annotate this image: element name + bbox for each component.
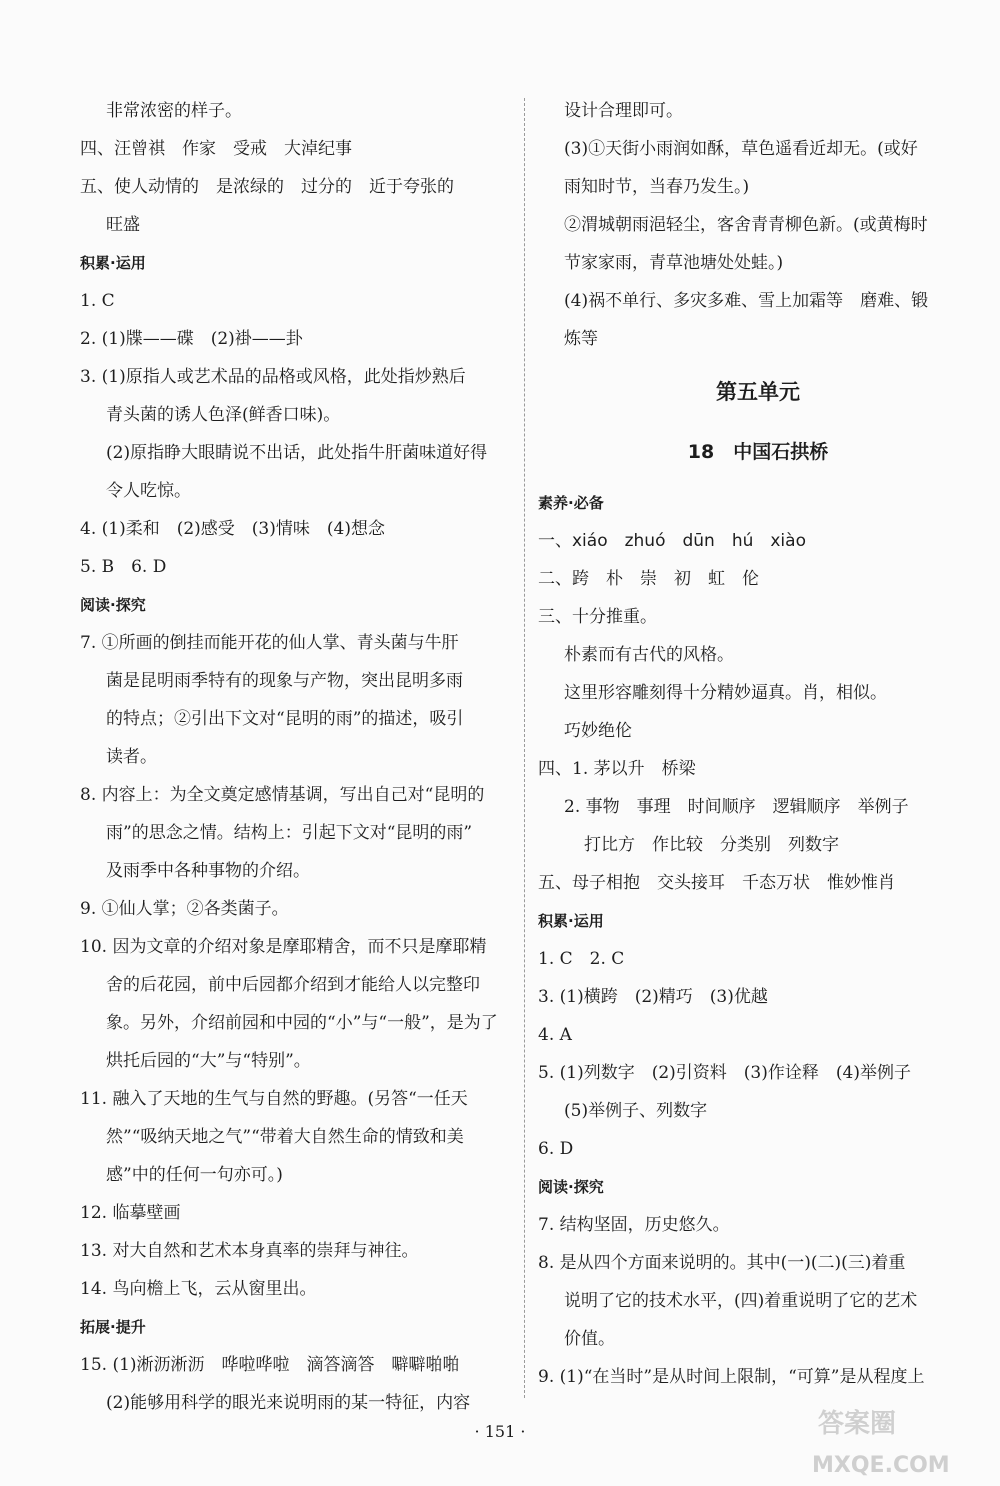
text-line: (2)能够用科学的眼光来说明雨的某一特征，内容 bbox=[106, 1393, 471, 1413]
section-heading: 阅读·探究 bbox=[80, 596, 146, 614]
text-line: 12. 临摹壁画 bbox=[80, 1203, 181, 1223]
text-line: 旺盛 bbox=[106, 215, 140, 235]
text-line: 巧妙绝伦 bbox=[564, 721, 632, 741]
text-line: 14. 鸟向檐上飞，云从窗里出。 bbox=[80, 1279, 317, 1299]
text-line: 4. (1)柔和 (2)感受 (3)情味 (4)想念 bbox=[80, 519, 385, 539]
text-line: 4. A bbox=[538, 1025, 572, 1045]
text-line: 3. (1)横跨 (2)精巧 (3)优越 bbox=[538, 987, 768, 1007]
text-line: 烘托后园的“大”与“特别”。 bbox=[106, 1051, 311, 1071]
text-line: 五、母子相抱 交头接耳 千态万状 惟妙惟肖 bbox=[538, 873, 895, 893]
text-line: 节家家雨，青草池塘处处蛙。) bbox=[564, 253, 784, 273]
text-line: 1. C 2. C bbox=[538, 949, 625, 969]
text-line: 感”中的任何一句亦可。) bbox=[106, 1165, 283, 1185]
text-line: 的特点；②引出下文对“昆明的雨”的描述，吸引 bbox=[106, 709, 464, 729]
text-line: 令人吃惊。 bbox=[106, 481, 191, 501]
text-line: 然”“吸纳天地之气”“带着大自然生命的情致和美 bbox=[106, 1127, 464, 1147]
text-line: 2. 事物 事理 时间顺序 逻辑顺序 举例子 bbox=[564, 797, 909, 817]
text-line: 1. C bbox=[80, 291, 115, 311]
text-line: 9. (1)“在当时”是从时间上限制，“可算”是从程度上 bbox=[538, 1367, 925, 1387]
watermark-text-bottom: MXQE.COM bbox=[812, 1453, 950, 1478]
text-line: 说明了它的技术水平，(四)着重说明了它的艺术 bbox=[564, 1291, 918, 1311]
text-line: (2)原指睁大眼睛说不出话，此处指牛肝菌味道好得 bbox=[106, 443, 488, 463]
text-line: 及雨季中各种事物的介绍。 bbox=[106, 861, 310, 881]
text-line: 一、xiáo zhuó dūn hú xiào bbox=[538, 531, 806, 551]
text-line: (4)祸不单行、多灾多难、雪上加霜等 磨难、锻 bbox=[564, 291, 929, 311]
text-line: 5. (1)列数字 (2)引资料 (3)作诠释 (4)举例子 bbox=[538, 1063, 911, 1083]
section-heading: 积累·运用 bbox=[80, 254, 146, 272]
text-line: 价值。 bbox=[564, 1329, 615, 1349]
text-line: 青头菌的诱人色泽(鲜香口味)。 bbox=[106, 405, 341, 425]
right-column bbox=[538, 92, 978, 1396]
text-line: 8. 内容上：为全文奠定感情基调，写出自己对“昆明的 bbox=[80, 785, 485, 805]
text-line: 读者。 bbox=[106, 747, 157, 767]
text-line: 象。另外，介绍前园和中园的“小”与“一般”，是为了 bbox=[106, 1013, 498, 1033]
text-line: 二、跨 朴 崇 初 虹 伦 bbox=[538, 569, 759, 589]
text-line: 设计合理即可。 bbox=[564, 101, 683, 121]
text-line: 菌是昆明雨季特有的现象与产物，突出昆明多雨 bbox=[106, 671, 463, 691]
section-heading: 素养·必备 bbox=[538, 494, 604, 512]
text-line: 15. (1)淅沥淅沥 哗啦哗啦 滴答滴答 噼噼啪啪 bbox=[80, 1355, 460, 1375]
text-line: 10. 因为文章的介绍对象是摩耶精舍，而不只是摩耶精 bbox=[80, 937, 487, 957]
text-line: 雨知时节，当春乃发生。) bbox=[564, 177, 750, 197]
text-line: 雨”的思念之情。结构上：引起下文对“昆明的雨” bbox=[106, 823, 473, 843]
section-heading: 拓展·提升 bbox=[80, 1318, 146, 1336]
watermark-logo bbox=[808, 1398, 986, 1482]
text-line: ②渭城朝雨浥轻尘，客舍青青柳色新。(或黄梅时 bbox=[564, 215, 928, 235]
text-line: 这里形容雕刻得十分精妙逼真。肖，相似。 bbox=[564, 683, 887, 703]
text-line: (5)举例子、列数字 bbox=[564, 1101, 708, 1121]
text-line: 非常浓密的样子。 bbox=[106, 101, 242, 121]
text-line: 9. ①仙人掌；②各类菌子。 bbox=[80, 899, 289, 919]
text-line: 8. 是从四个方面来说明的。其中(一)(二)(三)着重 bbox=[538, 1253, 906, 1273]
unit-title: 第五单元 bbox=[716, 380, 800, 404]
left-column bbox=[80, 92, 520, 1422]
text-line: 舍的后花园，前中后园都介绍到才能给人以完整印 bbox=[106, 975, 480, 995]
section-heading: 阅读·探究 bbox=[538, 1178, 604, 1196]
section-heading: 积累·运用 bbox=[538, 912, 604, 930]
text-line: 7. 结构坚固，历史悠久。 bbox=[538, 1215, 730, 1235]
text-line: 6. D bbox=[538, 1139, 574, 1159]
text-line: 7. ①所画的倒挂而能开花的仙人掌、青头菌与牛肝 bbox=[80, 633, 459, 653]
page-number: · 151 · bbox=[474, 1422, 526, 1441]
text-line: 四、汪曾祺 作家 受戒 大淖纪事 bbox=[80, 139, 352, 159]
text-line: 五、使人动情的 是浓绿的 过分的 近于夸张的 bbox=[80, 177, 454, 197]
text-line: 朴素而有古代的风格。 bbox=[564, 645, 734, 665]
text-line: 5. B 6. D bbox=[80, 557, 167, 577]
text-line: 11. 融入了天地的生气与自然的野趣。(另答“一任天 bbox=[80, 1089, 468, 1109]
text-line: (3)①天街小雨润如酥，草色遥看近却无。(或好 bbox=[564, 139, 918, 159]
watermark-text-top: 答案圈 bbox=[818, 1409, 897, 1439]
column-divider bbox=[524, 98, 525, 1398]
text-line: 13. 对大自然和艺术本身真率的崇拜与神往。 bbox=[80, 1241, 419, 1261]
lesson-title: 18 中国石拱桥 bbox=[687, 441, 829, 463]
text-line: 炼等 bbox=[564, 329, 598, 349]
text-line: 四、1. 茅以升 桥梁 bbox=[538, 759, 696, 779]
text-line: 打比方 作比较 分类别 列数字 bbox=[584, 835, 839, 855]
text-line: 3. (1)原指人或艺术品的品格或风格，此处指炒熟后 bbox=[80, 367, 466, 387]
text-line: 三、十分推重。 bbox=[538, 607, 657, 627]
text-line: 2. (1)牒——碟 (2)褂——卦 bbox=[80, 329, 303, 349]
